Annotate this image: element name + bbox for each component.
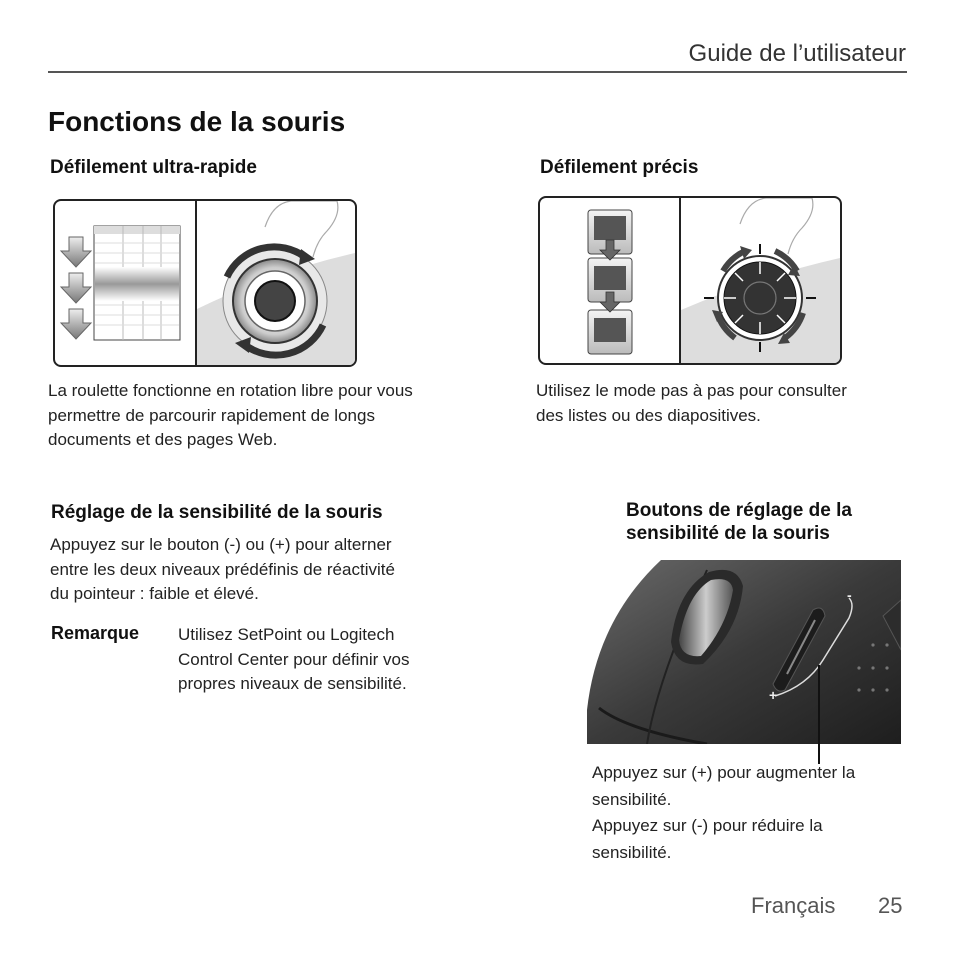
precise-scroll-illustration xyxy=(538,196,842,365)
minus-symbol: - xyxy=(847,587,852,603)
fast-scroll-drawing xyxy=(55,201,355,365)
down-arrows-icon xyxy=(61,237,91,339)
mouse-photo xyxy=(587,560,901,744)
footer-language: Français xyxy=(751,893,836,918)
plus-symbol: + xyxy=(769,687,778,703)
slides-icon xyxy=(588,210,632,354)
document-icon xyxy=(94,226,180,340)
page-title: Fonctions de la souris xyxy=(48,106,346,137)
precise-scroll-title: Défilement précis xyxy=(540,157,699,178)
page-number: 25 xyxy=(878,893,903,918)
note-label: Remarque xyxy=(51,623,140,643)
mouse-drawing xyxy=(587,560,901,744)
precise-scroll-drawing xyxy=(540,198,840,363)
sensitivity-description: Appuyez sur le bouton (-) ou (+) pour alterner entre les deux niveaux prédéfinis de réactivité du pointeur : faible et élevé. xyxy=(50,535,395,603)
finger-icon xyxy=(740,198,813,254)
guide-title: Guide de l’utilisateur xyxy=(688,40,906,67)
fast-scroll-title: Défilement ultra-rapide xyxy=(50,157,257,178)
sensitivity-buttons-title: Boutons de réglage de la sensibilité de la souris xyxy=(626,500,852,544)
header-rule xyxy=(48,71,907,73)
sensitivity-buttons-caption: Appuyez sur (+) pour augmenter la sensibilité. Appuyez sur (-) pour réduire la sensibilité. xyxy=(592,763,856,862)
fast-scroll-illustration xyxy=(53,199,357,367)
sensitivity-title: Réglage de la sensibilité de la souris xyxy=(51,502,383,523)
note-text: Utilisez SetPoint ou Logitech Control Center pour définir vos propres niveaux de sensibilité. xyxy=(178,625,410,693)
fast-scroll-description: La roulette fonctionne en rotation libre pour vous permettre de parcourir rapidement de longs documents et des pages Web. xyxy=(48,381,413,449)
callout-line xyxy=(818,665,820,764)
precise-scroll-description: Utilisez le mode pas à pas pour consulter des listes ou des diapositives. xyxy=(536,381,847,425)
